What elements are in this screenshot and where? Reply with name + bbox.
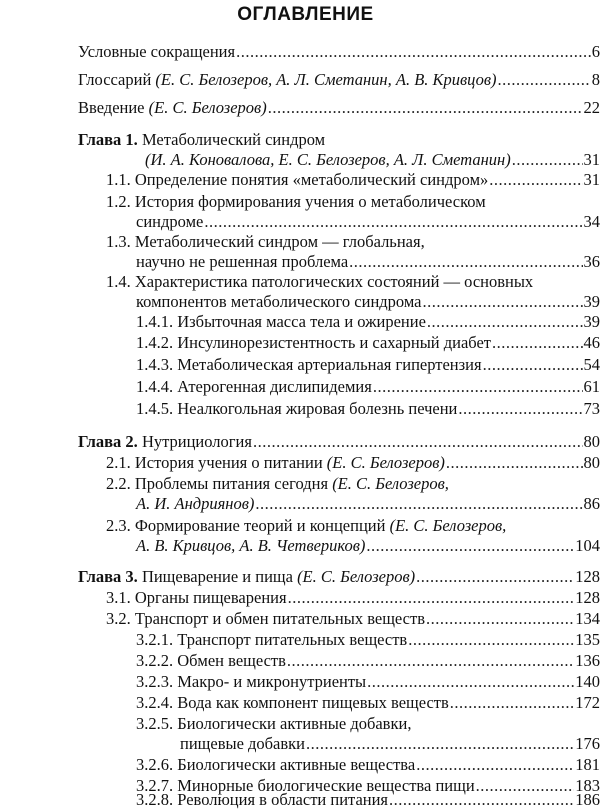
toc-section-1-2[interactable]	[136, 212, 600, 232]
dot-leader	[373, 377, 583, 397]
authors: (Е. С. Белозеров)	[148, 98, 267, 117]
toc-entry-title: пищевые добавки	[180, 734, 306, 753]
dot-leader	[492, 333, 582, 353]
dot-leader	[512, 150, 583, 170]
page-number: 128	[575, 567, 600, 586]
toc-entry-title: 1.1. Определение понятия «метаболический синдром»	[106, 170, 489, 189]
toc-entry-title: 3.2.8. Революция в области питания	[136, 790, 389, 809]
toc-section-3-1[interactable]	[106, 588, 600, 608]
toc-section-3-2-6[interactable]	[136, 755, 600, 775]
toc-entry-title: синдроме	[136, 212, 204, 231]
toc-section-2-1[interactable]	[106, 453, 600, 473]
toc-entry-title: научно не решенная проблема	[136, 252, 349, 271]
page-number: 31	[583, 150, 600, 169]
page-number: 135	[575, 630, 600, 649]
toc-entry-title: Глава 2. Нутрициология	[78, 432, 252, 451]
toc-entry-title: 3.2.6. Биологически активные вещества	[136, 755, 416, 774]
toc-chapter-3[interactable]	[78, 567, 600, 587]
page-title: ОГЛАВЛЕНИЕ	[237, 4, 374, 25]
dot-leader	[423, 292, 583, 312]
page-number: 134	[575, 609, 600, 628]
page-number: 104	[575, 536, 600, 555]
dot-leader	[389, 790, 574, 810]
page-number: 176	[575, 734, 600, 753]
dot-leader	[204, 212, 582, 232]
toc-entry-title: 3.2. Транспорт и обмен питательных веществ	[106, 609, 425, 628]
page-number: 128	[575, 588, 600, 607]
page-number: 80	[583, 432, 600, 451]
page-number: 86	[583, 494, 600, 513]
dot-leader	[268, 98, 583, 118]
authors: А. В. Кривцов, А. В. Четвериков)	[136, 536, 366, 555]
toc-entry-title: Глава 3. Пищеварение и пища (Е. С. Белозеров)	[78, 567, 416, 586]
toc-entry-title: 1.4.5. Неалкогольная жировая болезнь печени	[136, 399, 458, 418]
dot-leader	[255, 494, 582, 514]
page-number: 136	[575, 651, 600, 670]
toc-section-3-2-1[interactable]	[136, 630, 600, 650]
dot-leader	[253, 432, 583, 452]
toc-entry-title: 3.1. Органы пищеварения	[106, 588, 287, 607]
page-number: 61	[583, 377, 600, 396]
toc-section-1-3-line1[interactable]: 1.3. Метаболический синдром — глобальная,	[106, 232, 425, 251]
page-number: 39	[583, 312, 600, 331]
dot-leader	[446, 453, 583, 473]
toc-section-3-2[interactable]	[106, 609, 600, 629]
dot-leader	[426, 609, 574, 629]
toc-entry-title: 1.4.3. Метаболическая артериальная гипертензия	[136, 355, 482, 374]
dot-leader	[416, 755, 574, 775]
dot-leader	[408, 630, 574, 650]
dot-leader	[489, 170, 582, 190]
dot-leader	[450, 693, 574, 713]
page-number: 36	[583, 252, 600, 271]
toc-section-1-4-5[interactable]	[136, 399, 600, 419]
toc-section-1-4-line1[interactable]: 1.4. Характеристика патологических состояний — основных	[106, 272, 534, 291]
dot-leader	[349, 252, 582, 272]
chapter-title: Метаболический синдром	[141, 130, 326, 149]
page-number: 140	[575, 672, 600, 691]
page-number: 186	[575, 790, 600, 809]
page-number: 80	[583, 453, 600, 472]
page-number: 6	[591, 42, 600, 61]
toc-entry-abbreviations[interactable]	[78, 42, 600, 62]
dot-leader	[306, 734, 574, 754]
page-number: 183	[575, 776, 600, 795]
toc-section-1-4[interactable]	[136, 292, 600, 312]
toc-entry-introduction[interactable]	[78, 98, 600, 118]
toc-entry-title: 2.1. История учения о питании (Е. С. Белозеров)	[106, 453, 445, 472]
toc-entry-title: 3.2.4. Вода как компонент пищевых веществ	[136, 693, 449, 712]
toc-entry-title: 1.4.1. Избыточная масса тела и ожирение	[136, 312, 426, 331]
toc-section-3-2-5[interactable]	[180, 734, 600, 754]
authors: (Е. С. Белозеров, А. Л. Сметанин, А. В. Кривцов)	[155, 70, 497, 89]
toc-chapter-1-authors[interactable]	[145, 150, 600, 170]
dot-leader	[498, 70, 591, 90]
toc-entry-title: 3.2.2. Обмен веществ	[136, 651, 286, 670]
page-number: 181	[575, 755, 600, 774]
page-number: 39	[583, 292, 600, 311]
authors: А. И. Андриянов)	[136, 494, 255, 513]
toc-section-3-2-8[interactable]	[136, 790, 600, 810]
page-number: 8	[591, 70, 600, 89]
toc-entry-title: 1.4.2. Инсулинорезистентность и сахарный диабет	[136, 333, 492, 352]
dot-leader	[288, 588, 575, 608]
toc-section-2-3[interactable]	[136, 536, 600, 556]
toc-entry-title: компонентов метаболического синдрома	[136, 292, 422, 311]
toc-section-1-4-1[interactable]	[136, 312, 600, 332]
dot-leader	[483, 355, 583, 375]
page-number: 31	[583, 170, 600, 189]
toc-entry-title: Глоссарий (Е. С. Белозеров, А. Л. Сметанин, А. В. Кривцов)	[78, 70, 497, 89]
toc-section-3-2-2[interactable]	[136, 651, 600, 671]
toc-chapter-2[interactable]	[78, 432, 600, 452]
toc-entry-title: Условные сокращения	[78, 42, 236, 61]
toc-entry-title: 3.2.1. Транспорт питательных веществ	[136, 630, 408, 649]
toc-entry-title: 3.2.3. Макро- и микронутриенты	[136, 672, 367, 691]
toc-section-3-2-3[interactable]	[136, 672, 600, 692]
toc-section-2-3-line1[interactable]: 2.3. Формирование теорий и концепций (Е. С. Белозеров,	[106, 516, 507, 535]
dot-leader	[236, 42, 591, 62]
toc-section-1-4-2[interactable]	[136, 333, 600, 353]
toc-section-2-2[interactable]	[136, 494, 600, 514]
dot-leader	[416, 567, 574, 587]
toc-entry-glossary[interactable]	[78, 70, 600, 90]
toc-section-1-1[interactable]	[106, 170, 600, 190]
toc-section-2-2-line1[interactable]: 2.2. Проблемы питания сегодня (Е. С. Белозеров,	[106, 474, 449, 493]
toc-section-1-4-3[interactable]	[136, 355, 600, 375]
toc-entry-title: 3.2.7. Минорные биологические вещества пищи	[136, 776, 475, 795]
dot-leader	[366, 536, 574, 556]
toc-section-1-4-4[interactable]	[136, 377, 600, 397]
page-number: 22	[583, 98, 600, 117]
dot-leader	[427, 312, 583, 332]
toc-entry-title: Введение (Е. С. Белозеров)	[78, 98, 267, 117]
page-number: 73	[583, 399, 600, 418]
authors: (И. А. Коновалова, Е. С. Белозеров, А. Л. Сметанин)	[145, 150, 511, 169]
chapter-label: Глава 1.	[78, 130, 138, 149]
toc-entry-title: 1.4.4. Атерогенная дислипидемия	[136, 377, 372, 396]
page-number: 34	[583, 212, 600, 231]
page-number: 54	[583, 355, 600, 374]
toc-section-1-3[interactable]	[136, 252, 600, 272]
toc-chapter-1-heading[interactable]	[78, 130, 325, 150]
toc-section-3-2-4[interactable]	[136, 693, 600, 713]
dot-leader	[367, 672, 574, 692]
dot-leader	[287, 651, 574, 671]
toc-section-1-2-line1[interactable]: 1.2. История формирования учения о метаболическом	[106, 192, 486, 211]
page-number: 46	[583, 333, 600, 352]
page-number: 172	[575, 693, 600, 712]
dot-leader	[458, 399, 582, 419]
toc-section-3-2-5-line1[interactable]: 3.2.5. Биологически активные добавки,	[136, 714, 412, 733]
